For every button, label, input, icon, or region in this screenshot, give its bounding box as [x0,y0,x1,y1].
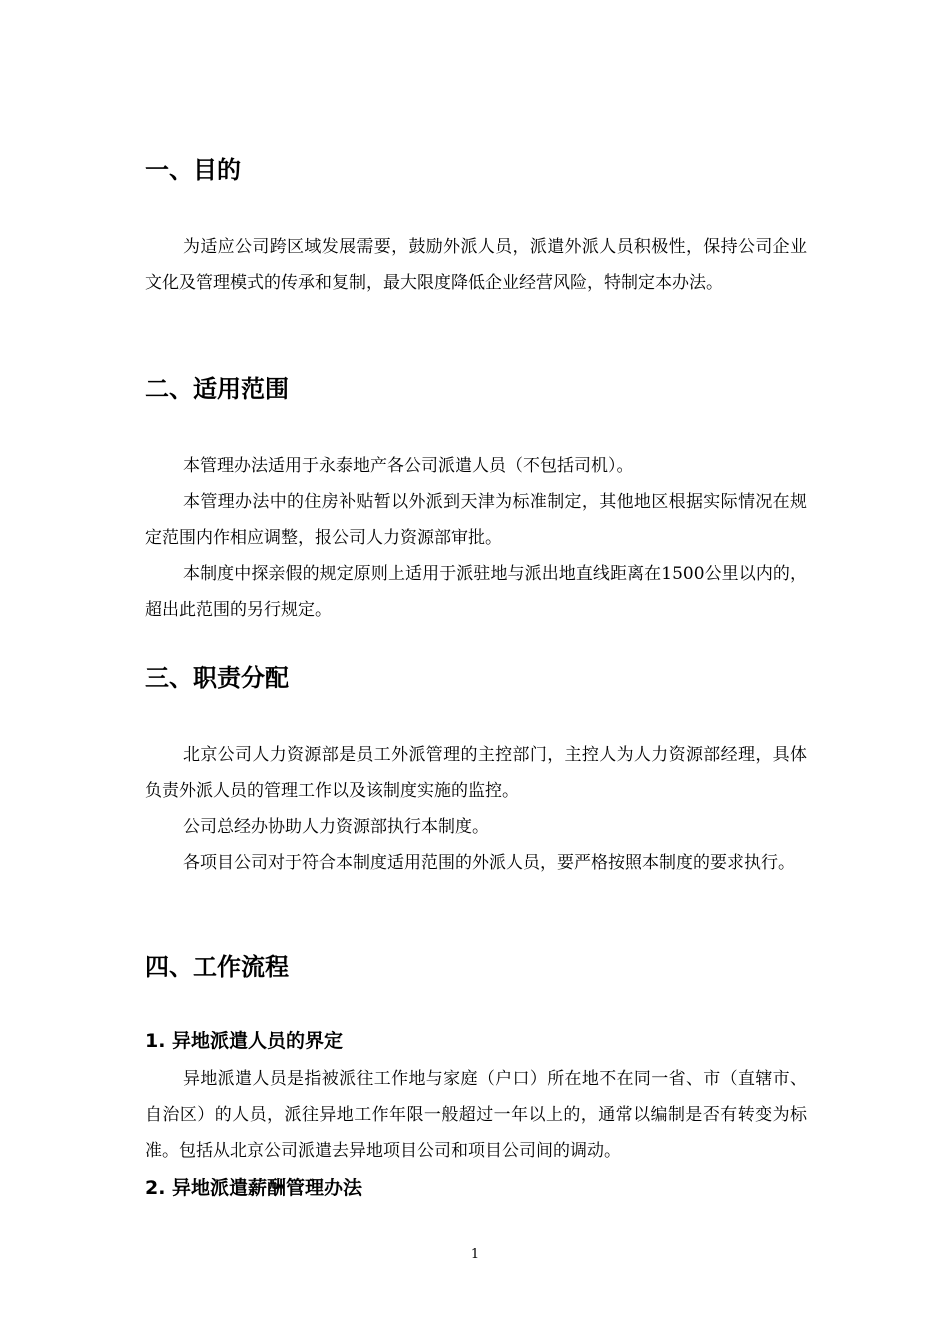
section-heading-workflow: 四、工作流程 [145,953,289,981]
paragraph-responsibilities-3: 各项目公司对于符合本制度适用范围的外派人员，要严格按照本制度的要求执行。 [183,853,795,873]
section-heading-scope: 二、适用范围 [145,375,289,403]
paragraph-scope-1: 本管理办法适用于永泰地产各公司派遣人员（不包括司机）。 [183,456,634,476]
page-number: 1 [470,1247,480,1262]
paragraph-responsibilities-2: 公司总经办协助人力资源部执行本制度。 [183,817,489,837]
section-heading-purpose: 一、目的 [145,156,241,184]
subsection-heading-definition: 1. 异地派遣人员的界定 [145,1030,344,1052]
paragraph-responsibilities-1: 北京公司人力资源部是员工外派管理的主控部门，主控人为人力资源部经理，具体负责外派人员的管理工作以及该制度实施的监控。 [145,745,807,801]
paragraph-definition: 异地派遣人员是指被派往工作地与家庭（户口）所在地不在同一省、市（直辖市、自治区）的人员，派往异地工作年限一般超过一年以上的，通常以编制是否有转变为标准。包括从北京公司派遣去异地项目公司和项目公司间的调动。 [145,1069,807,1161]
subsection-heading-salary: 2. 异地派遣薪酬管理办法 [145,1177,363,1199]
paragraph-scope-3: 本制度中探亲假的规定原则上适用于派驻地与派出地直线距离在1500公里以内的，超出此范围的另行规定。 [145,564,807,620]
paragraph-purpose: 为适应公司跨区域发展需要，鼓励外派人员，派遣外派人员积极性，保持公司企业文化及管理模式的传承和复制，最大限度降低企业经营风险，特制定本办法。 [145,237,807,293]
paragraph-scope-2: 本管理办法中的住房补贴暂以外派到天津为标准制定，其他地区根据实际情况在规定范围内作相应调整，报公司人力资源部审批。 [145,492,807,548]
section-heading-responsibilities: 三、职责分配 [145,664,289,692]
